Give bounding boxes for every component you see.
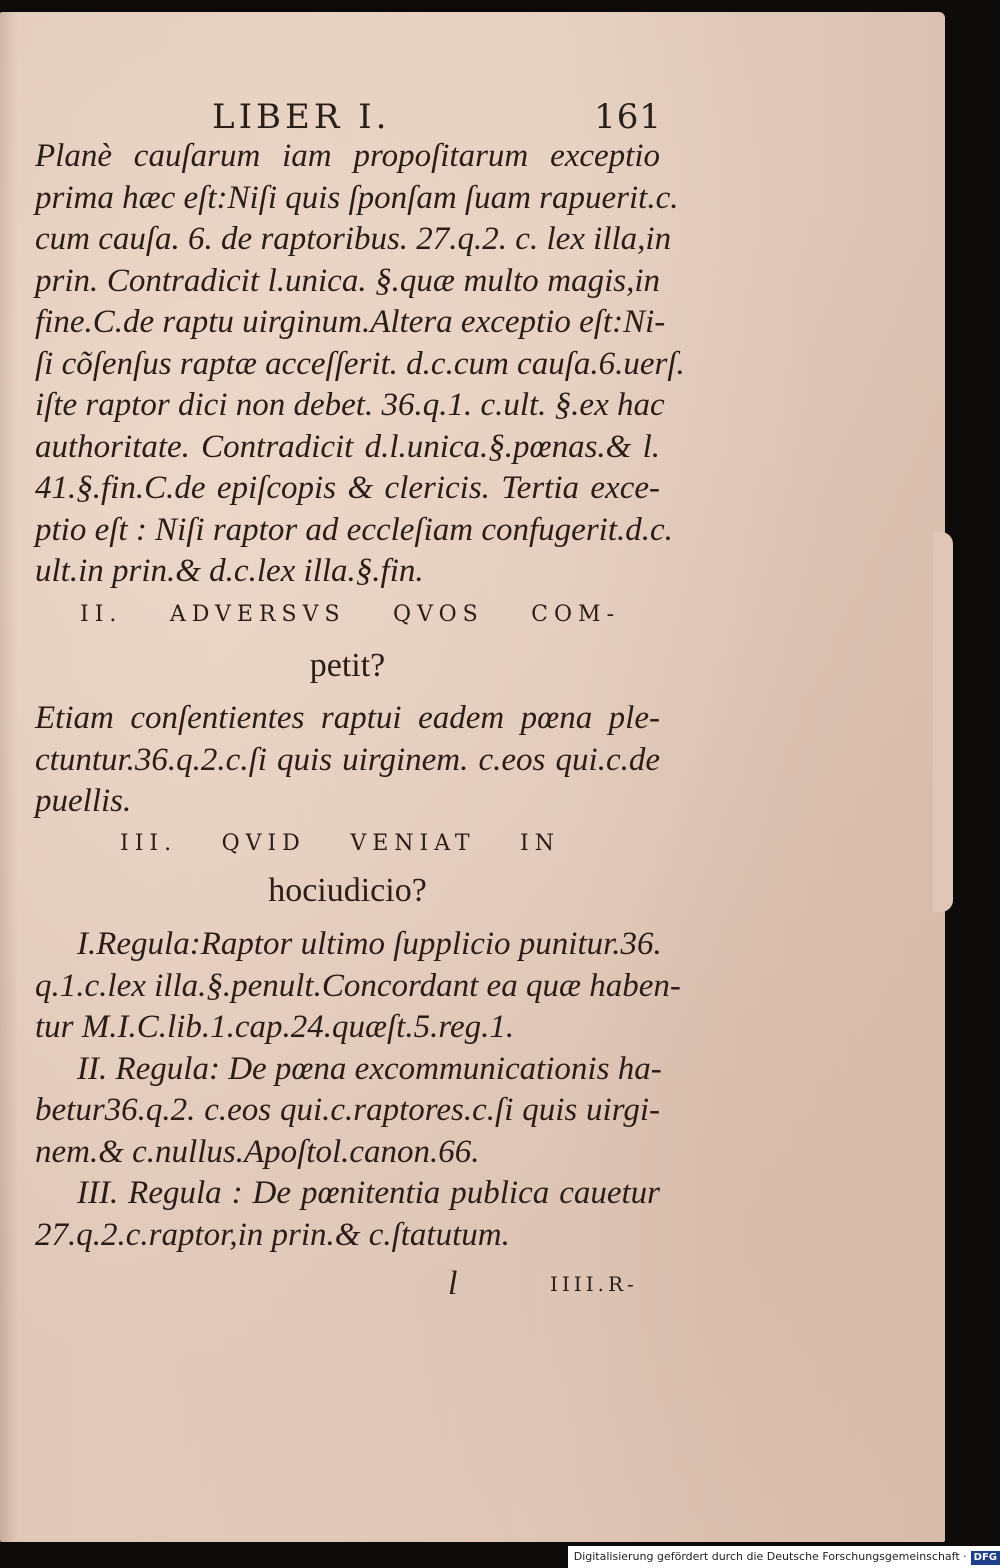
paragraph-rules [35,924,681,1256]
footer-text: Digitalisierung gefördert durch die Deutsche Forschungsgemeinschaft · [573,1550,967,1563]
running-header [212,97,662,137]
signature-mark: l [448,1265,458,1302]
heading-word: COM- [531,602,621,627]
section-heading-2-continuation: petit? [309,647,386,684]
text-line: prima hæc eſt:Niſi quis ſponſam ſuam rapuerit.c. [35,179,679,216]
text-line: iſte raptor dici non debet. 36.q.1. c.ult. §.ex hac [35,387,665,423]
heading-word: ADVERSVS [169,602,346,627]
section-heading-2 [80,602,620,627]
text-line: III. Regula : De pœnitentia publica cauetur [77,1175,660,1211]
text-line: ptio eſt : Niſi raptor ad eccleſiam confugerit.d.c. [35,511,673,548]
text-line: 41.§.fin.C.de epiſcopis & clericis. Tertia exce- [35,470,660,506]
text-line: puellis. [35,783,132,819]
text-line: fine.C.de raptu uirginum.Altera exceptio eſt:Ni- [35,304,666,340]
text-line: ſi cõſenſus raptæ acceſſerit. d.c.cum cauſa.6.uerſ. [35,345,685,382]
heading-word: III. [120,831,178,856]
heading-word: IN [520,831,560,856]
text-line: 27.q.2.c.raptor,in prin.& c.ſtatutum. [35,1216,510,1253]
paragraph-accomplices [35,698,660,823]
text-line: prin. Contradicit l.unica. §.quæ multo magis,in [35,262,660,299]
text-line: nem.& c.nullus.Apoſtol.canon.66. [35,1133,480,1170]
text-line: betur36.q.2. c.eos qui.c.raptores.c.ſi quis uirgi- [35,1092,660,1128]
text-line: cum cauſa. 6. de raptoribus. 27.q.2. c. lex illa,in [35,221,672,257]
text-line: tur M.I.C.lib.1.cap.24.quæſt.5.reg.1. [35,1009,515,1045]
paragraph-exceptions [35,136,685,593]
book-page [0,12,945,1542]
text-line: authoritate. Contradicit d.l.unica.§.pœnas.& l. [35,428,660,465]
section-heading-3 [120,831,560,856]
digitization-footer [568,1546,1000,1568]
catchword: IIII.R- [550,1272,638,1296]
section-heading-3-continuation: hociudicio? [268,872,427,909]
heading-word: VENIAT [350,831,476,856]
text-line: Etiam conſentientes raptui eadem pœna ple- [35,700,660,736]
text-line: I.Regula:Raptor ultimo ſupplicio punitur.36. [77,926,662,962]
running-title: LIBER I. [212,97,391,137]
dfg-logo: DFG [971,1551,1000,1565]
heading-word: QVOS [393,602,484,627]
text-line: ctuntur.36.q.2.c.ſi quis uirginem. c.eos qui.c.de [35,741,660,778]
heading-word: QVID [221,831,306,856]
text-line: Planè cauſarum iam propoſitarum exceptio [35,138,660,174]
page-number: 161 [594,97,662,137]
text-line: ult.in prin.& d.c.lex illa.§.fin. [35,553,424,589]
heading-word: II. [80,602,123,627]
text-line: II. Regula: De pœna excommunicationis ha- [77,1050,662,1087]
text-line: q.1.c.lex illa.§.penult.Concordant ea quæ haben- [35,967,681,1004]
